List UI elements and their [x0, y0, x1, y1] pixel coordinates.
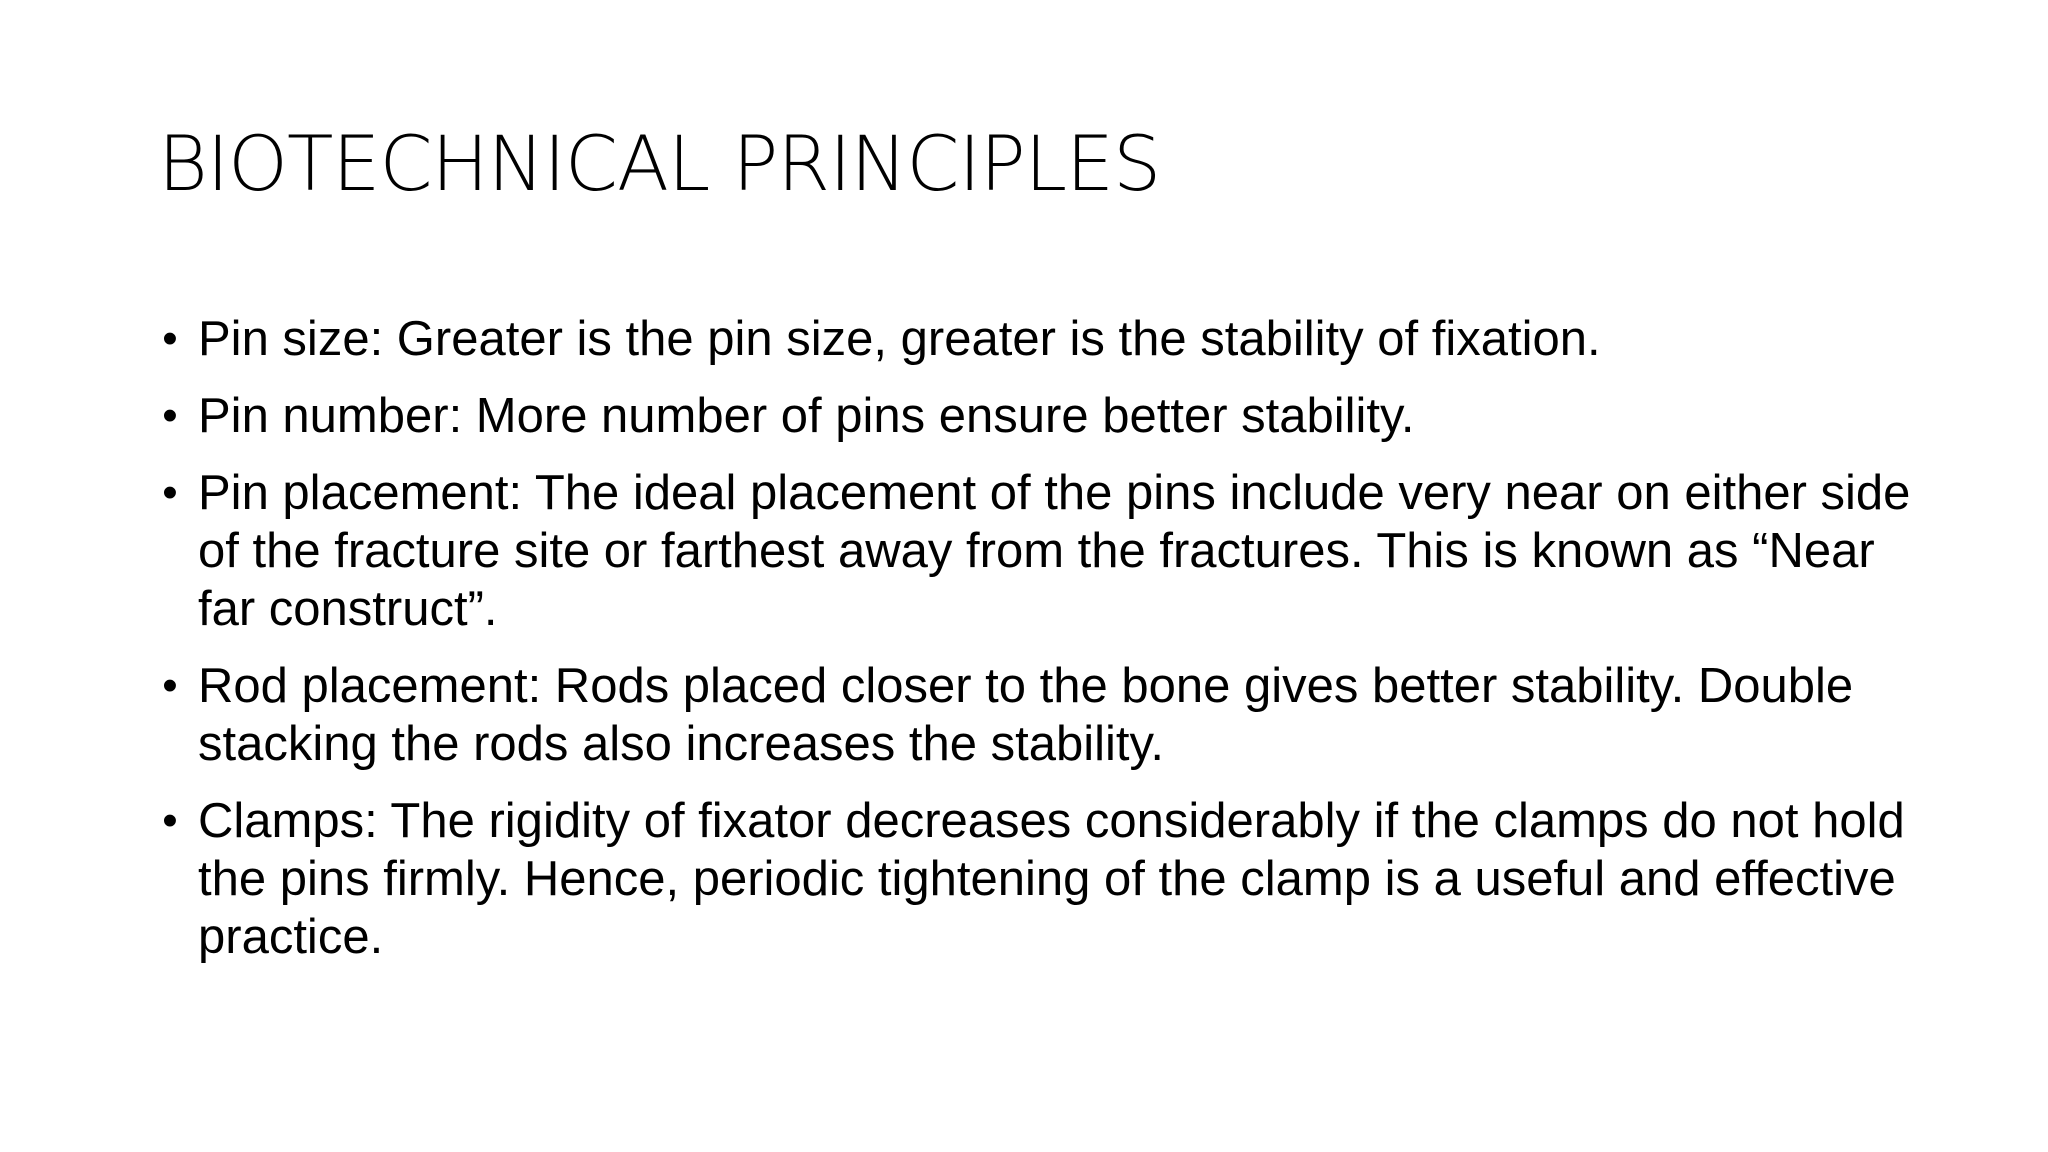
bullet-dot-icon: •: [162, 796, 178, 845]
bullet-text: Pin placement: The ideal placement of the pins include very near on either side of the fracture site or farthest away from the fractures. This is known as “Near far construct”.: [198, 466, 1911, 636]
bullet-item-rod-placement: [150, 657, 1930, 773]
bullet-text: Pin size: Greater is the pin size, greater is the stability of fixation.: [198, 312, 1601, 366]
bullet-text: Rod placement: Rods placed closer to the bone gives better stability. Double stacking the rods also increases the stability.: [198, 659, 1854, 771]
bullet-item-pin-size: [150, 310, 1930, 368]
bullet-item-pin-placement: [150, 464, 1930, 638]
bullet-dot-icon: •: [162, 314, 178, 363]
bullet-item-pin-number: [150, 387, 1930, 445]
bullet-dot-icon: •: [162, 468, 178, 517]
bullet-dot-icon: •: [162, 661, 178, 710]
bullet-text: Clamps: The rigidity of fixator decreases considerably if the clamps do not hold the pins firmly. Hence, periodic tightening of the clamp is a useful and effective practice.: [198, 794, 1905, 964]
bullet-item-clamps: [150, 792, 1930, 966]
bullet-dot-icon: •: [162, 391, 178, 440]
bullet-list: [150, 310, 1930, 985]
slide-title: BIOTECHNICAL PRINCIPLES: [158, 119, 1161, 208]
bullet-text: Pin number: More number of pins ensure better stability.: [198, 389, 1415, 443]
